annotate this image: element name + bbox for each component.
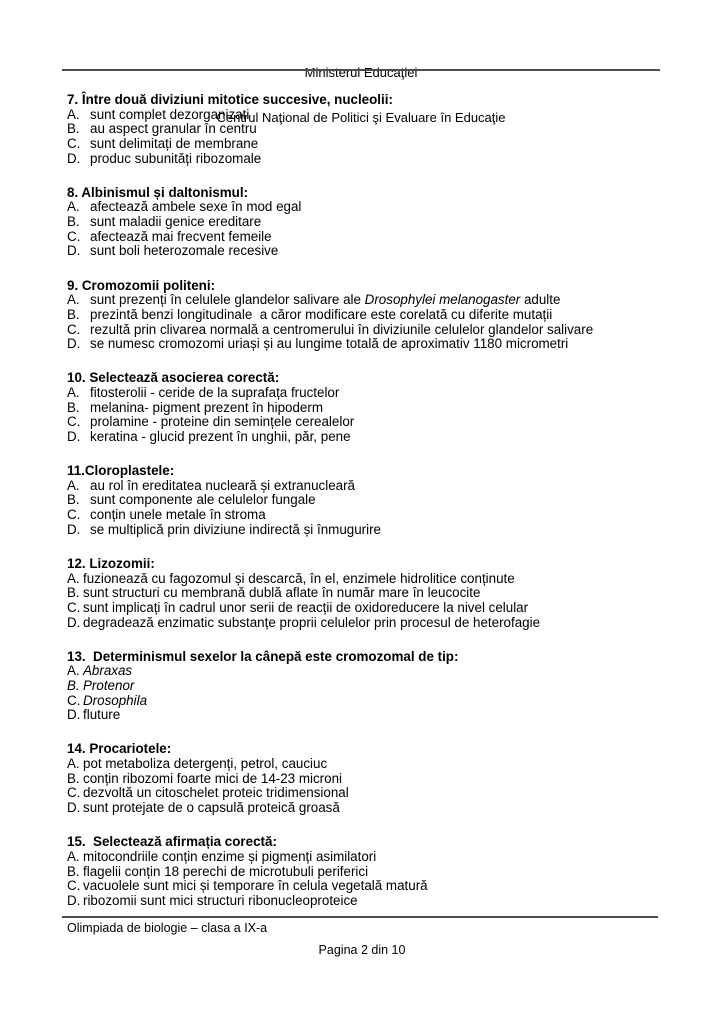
question-option: [67, 323, 666, 338]
option-letter: C.: [67, 228, 81, 244]
question-option: [67, 200, 666, 215]
question-option: [67, 293, 666, 308]
option-text: afectează ambele sexe în mod egal: [90, 199, 302, 215]
question-option: [67, 757, 666, 772]
option-letter: A.: [67, 477, 80, 493]
option-text: mitocondriile conțin enzime și pigmenți asimilatori: [83, 848, 377, 864]
option-text: pot metaboliza detergenți, petrol, cauciuc: [83, 756, 328, 772]
question-title: 12. Lizozomii:: [67, 555, 155, 571]
question-block: [67, 650, 666, 723]
question-option: [67, 508, 666, 523]
option-text: sunt structuri cu membrană dublă aflate în număr mare în leucocite: [83, 585, 481, 601]
option-letter: B.: [67, 678, 80, 693]
question-title: 14. Procariotele:: [67, 741, 172, 757]
option-letter: D.: [67, 336, 81, 352]
option-letter: B.: [67, 121, 80, 137]
option-text: keratina - glucid prezent în unghii, păr, pene: [90, 428, 351, 444]
option-text: prolamine - proteine din semințele cerealelor: [90, 414, 355, 430]
option-letter: D.: [67, 614, 81, 630]
question-option: [67, 850, 666, 865]
footer-rule: [62, 916, 658, 918]
option-letter: D.: [67, 428, 81, 444]
question-option: [67, 679, 666, 694]
option-letter: A.: [67, 106, 80, 122]
option-text: ribozomii sunt mici structuri ribonucleoproteice: [83, 892, 358, 908]
question-option: [67, 137, 666, 152]
question-option: [67, 386, 666, 401]
option-text: produc subunități ribozomale: [90, 150, 262, 166]
question-option: [67, 786, 666, 801]
option-letter: C.: [67, 599, 81, 615]
question-option: [67, 801, 666, 816]
option-text: sunt protejate de o capsulă proteică groasă: [83, 800, 340, 816]
question-option: [67, 122, 666, 137]
option-letter: A.: [67, 756, 80, 772]
option-letter: D.: [67, 800, 81, 816]
option-text: fitosterolii - ceride de la suprafața fructelor: [90, 385, 340, 400]
option-letter: D.: [67, 243, 81, 259]
question-option: [67, 523, 666, 538]
option-text: prezintă benzi longitudinale a căror modificare este corelată cu diferite mutații: [90, 306, 553, 322]
option-text: sunt complet dezorganizați: [90, 106, 250, 122]
question-option: [67, 694, 666, 709]
question-block: [67, 279, 666, 352]
option-text: afectează mai frecvent femeile: [90, 228, 272, 244]
question-option: [67, 772, 666, 787]
question-block: [67, 835, 666, 908]
question-option: [67, 152, 666, 167]
question-option: [67, 664, 666, 679]
option-letter: A.: [67, 199, 80, 215]
option-text: Abraxas: [83, 663, 133, 679]
option-text: se multiplică prin diviziune indirectă și înmugurire: [90, 521, 381, 537]
option-text: flagelii conțin 18 perechi de microtubuli periferici: [83, 863, 369, 879]
option-letter: B.: [67, 214, 80, 230]
option-letter: C.: [67, 321, 81, 337]
option-text: melanina- pigment prezent în hipoderm: [90, 399, 323, 415]
question-block: [67, 371, 666, 444]
option-letter: D.: [67, 150, 81, 166]
option-text: conțin unele metale în stroma: [90, 507, 266, 523]
footer-page-number: Pagina 2 din 10: [318, 943, 406, 957]
question-option: [67, 215, 666, 230]
option-letter: A.: [67, 848, 80, 864]
option-letter: C.: [67, 507, 81, 523]
option-text: Drosophila: [83, 692, 148, 708]
option-letter: C.: [67, 414, 81, 430]
question-option: [67, 244, 666, 259]
question-option: [67, 616, 666, 631]
option-text: sunt componente ale celulelor fungale: [90, 492, 316, 508]
option-letter: B.: [67, 770, 80, 786]
question-option: [67, 479, 666, 494]
option-letter: B.: [67, 399, 80, 415]
option-text: degradează enzimatic substanțe proprii celulelor prin procesul de heterofagie: [83, 614, 541, 630]
option-letter: D.: [67, 521, 81, 537]
question-title: 13. Determinismul sexelor la cânepă este cromozomal de tip:: [67, 648, 459, 664]
question-option: [67, 401, 666, 416]
question-option: [67, 879, 666, 894]
option-text: fluture: [83, 707, 121, 723]
question-title: 8. Albinismul și daltonismul:: [67, 184, 249, 200]
header-rule: [62, 69, 660, 71]
header-line-2: Centrul Naţional de Politici şi Evaluare în Educaţie: [216, 110, 506, 125]
option-text: sunt prezenți în celulele glandelor salivare ale Drosophylei melanogaster adulte: [90, 292, 561, 308]
question-block: [67, 557, 666, 630]
question-option: [67, 493, 666, 508]
option-letter: A.: [67, 570, 80, 586]
question-block: [67, 464, 666, 537]
question-block: [67, 93, 666, 166]
question-block: [67, 742, 666, 815]
question-option: [67, 415, 666, 430]
question-option: [67, 601, 666, 616]
option-text: vacuolele sunt mici și temporare în celula vegetală matură: [83, 878, 428, 894]
option-text: sunt boli heterozomale recesive: [90, 243, 279, 259]
questions-list: [67, 93, 666, 928]
option-text: se numesc cromozomi uriași și au lungime totală de aproximativ 1180 micrometri: [90, 336, 569, 352]
option-text: sunt implicați în cadrul unor serii de reacții de oxidoreducere la nivel celular: [83, 599, 529, 615]
question-option: [67, 865, 666, 880]
option-text: au aspect granular în centru: [90, 121, 257, 137]
question-title: 10. Selectează asocierea corectă:: [67, 370, 280, 386]
option-letter: B.: [67, 585, 80, 601]
option-text: sunt maladii genice ereditare: [90, 214, 262, 230]
option-letter: A.: [67, 292, 80, 308]
option-letter: B.: [67, 306, 80, 322]
option-text: Protenor: [83, 678, 135, 693]
option-text: au rol în ereditatea nucleară și extranucleară: [90, 477, 355, 493]
option-text: fuzionează cu fagozomul și descarcă, în el, enzimele hidrolitice conținute: [83, 570, 515, 586]
option-letter: B.: [67, 492, 80, 508]
question-option: [67, 894, 666, 909]
option-text: rezultă prin clivarea normală a centromerului în diviziunile celulelor glandelor salivare: [90, 321, 594, 337]
option-letter: C.: [67, 135, 81, 151]
option-letter: D.: [67, 892, 81, 908]
question-option: [67, 308, 666, 323]
question-option: [67, 108, 666, 123]
header-line-1: Ministerul Educaţiei: [304, 65, 418, 80]
option-text: sunt delimitați de membrane: [90, 135, 259, 151]
option-letter: C.: [67, 878, 81, 894]
option-letter: C.: [67, 785, 81, 801]
option-letter: C.: [67, 692, 81, 708]
option-text: conțin ribozomi foarte mici de 14-23 microni: [83, 770, 342, 786]
question-title: 11.Cloroplastele:: [67, 463, 175, 479]
question-option: [67, 572, 666, 587]
option-letter: A.: [67, 663, 80, 679]
footer-doc-label: Olimpiada de biologie – clasa a IX-a: [67, 921, 268, 935]
question-title: 7. Între două diviziuni mitotice succesive, nucleolii:: [67, 92, 393, 107]
option-letter: A.: [67, 385, 80, 400]
question-title: 9. Cromozomii politeni:: [67, 277, 216, 293]
option-text: dezvoltă un citoschelet proteic tridimensional: [83, 785, 349, 801]
question-option: [67, 430, 666, 445]
question-block: [67, 186, 666, 259]
question-option: [67, 230, 666, 245]
question-option: [67, 586, 666, 601]
question-option: [67, 708, 666, 723]
question-title: 15. Selectează afirmația corectă:: [67, 834, 277, 850]
question-option: [67, 337, 666, 352]
option-letter: D.: [67, 707, 81, 723]
option-letter: B.: [67, 863, 80, 879]
